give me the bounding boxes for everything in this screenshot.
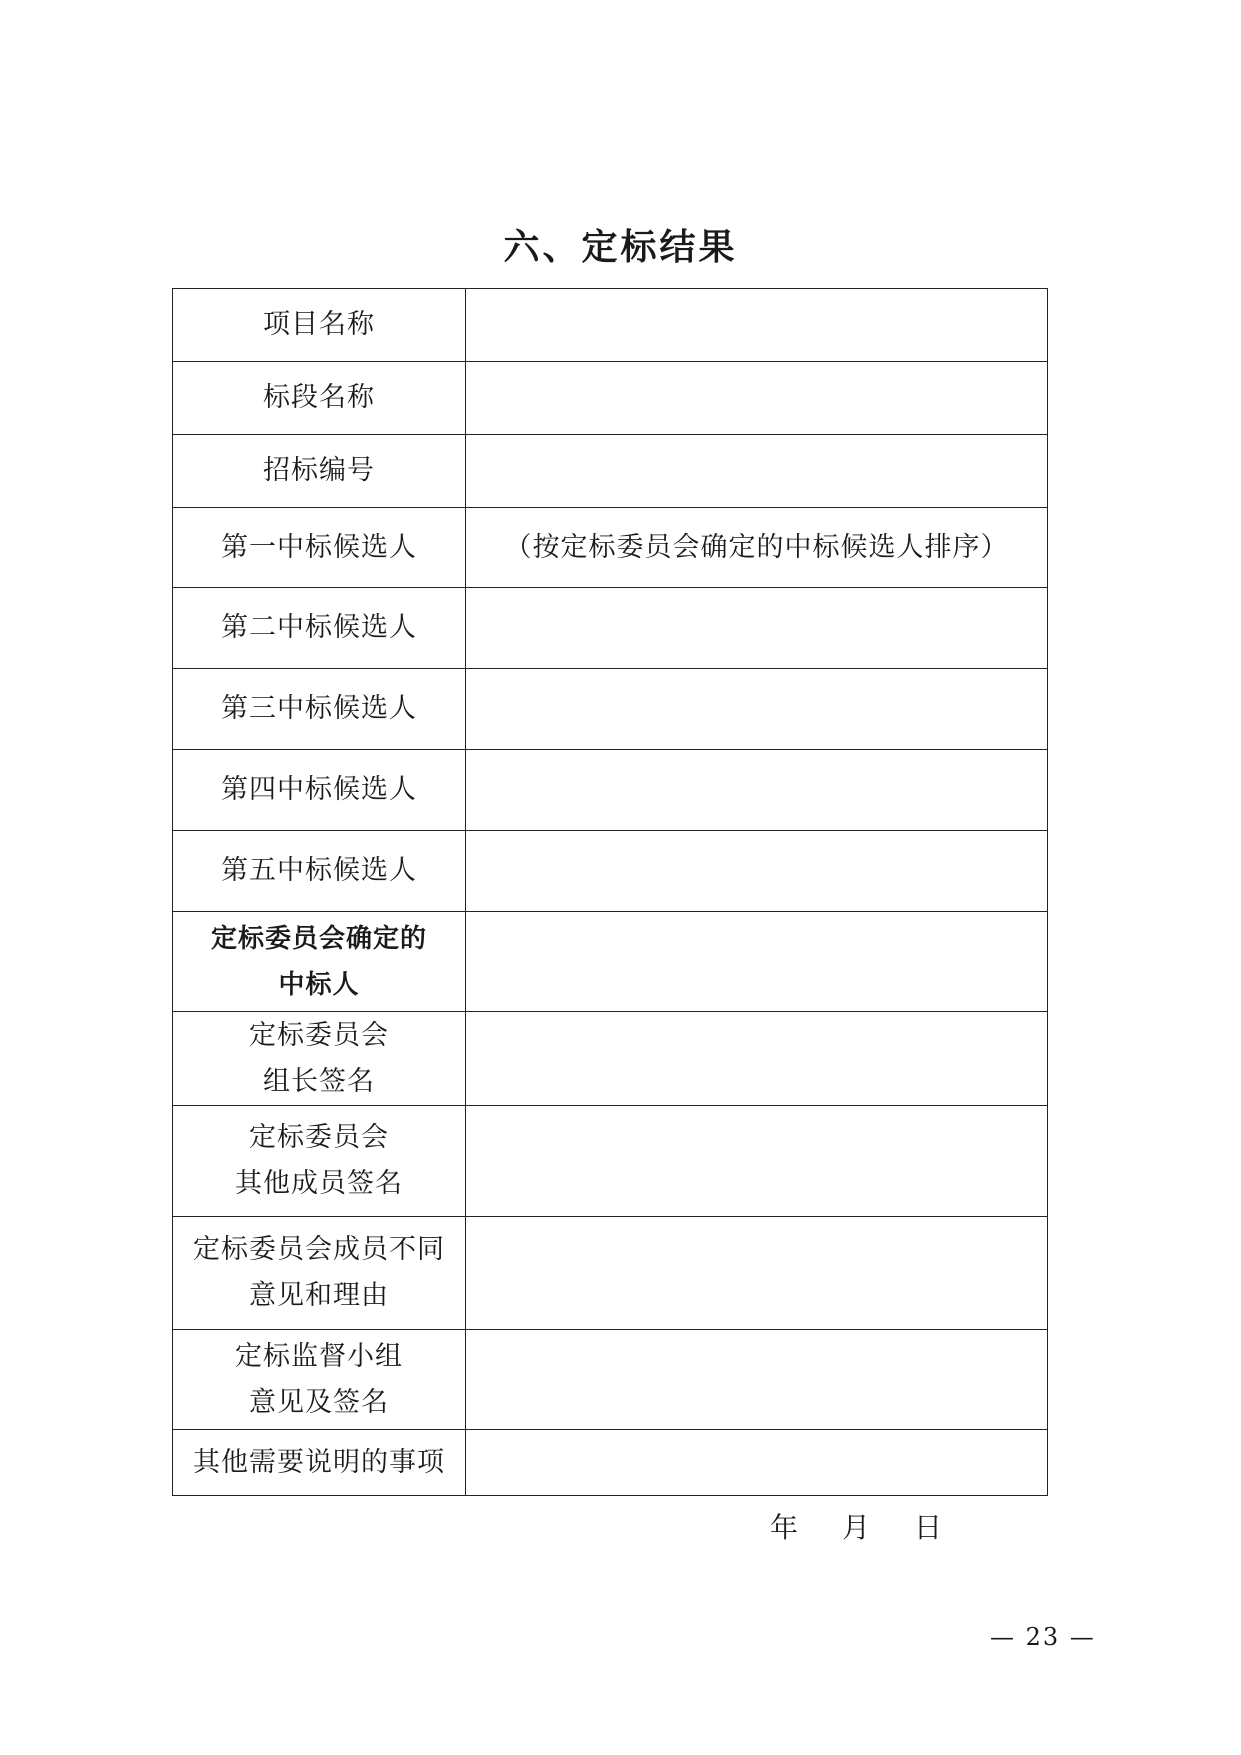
second-candidate-field[interactable] [466, 588, 1048, 669]
supervision-label-line1: 定标监督小组 [235, 1340, 403, 1372]
winning-bidder-field[interactable] [466, 912, 1048, 1012]
second-candidate-label: 第二中标候选人 [173, 588, 466, 669]
supervision-field[interactable] [466, 1330, 1048, 1430]
third-candidate-label: 第三中标候选人 [173, 669, 466, 750]
leader-signature-field[interactable] [466, 1012, 1048, 1106]
dissent-field[interactable] [466, 1217, 1048, 1330]
first-candidate-field[interactable]: （按定标委员会确定的中标候选人排序） [466, 508, 1048, 588]
first-candidate-label: 第一中标候选人 [173, 508, 466, 588]
supervision-label-line2: 意见及签名 [249, 1386, 389, 1418]
fifth-candidate-label: 第五中标候选人 [173, 831, 466, 912]
fifth-candidate-field[interactable] [466, 831, 1048, 912]
members-signature-label [173, 1106, 466, 1217]
table-row [173, 1106, 1048, 1217]
table-row [173, 508, 1048, 588]
table-row [173, 912, 1048, 1012]
date-month: 月 [842, 1511, 871, 1544]
table-row [173, 1217, 1048, 1330]
members-signature-label-line2: 其他成员签名 [235, 1168, 403, 1199]
section-name-label: 标段名称 [173, 362, 466, 435]
award-result-table [172, 288, 1048, 1496]
leader-signature-label [173, 1012, 466, 1106]
winning-bidder-label-line1: 定标委员会确定的 [210, 923, 427, 954]
project-name-label: 项目名称 [173, 289, 466, 362]
tender-number-field[interactable] [466, 435, 1048, 508]
third-candidate-field[interactable] [466, 669, 1048, 750]
table-row [173, 831, 1048, 912]
date-line [770, 1510, 942, 1546]
table-row [173, 1430, 1048, 1496]
date-year: 年 [770, 1511, 799, 1544]
table-row [173, 435, 1048, 508]
fourth-candidate-field[interactable] [466, 750, 1048, 831]
table-row [173, 362, 1048, 435]
section-name-field[interactable] [466, 362, 1048, 435]
other-matters-label: 其他需要说明的事项 [173, 1430, 466, 1496]
table-row [173, 289, 1048, 362]
project-name-field[interactable] [466, 289, 1048, 362]
winning-bidder-label-line2: 中标人 [278, 969, 360, 1000]
dissent-label [173, 1217, 466, 1330]
leader-signature-label-line1: 定标委员会 [249, 1019, 389, 1051]
table-row [173, 750, 1048, 831]
winning-bidder-label [173, 912, 466, 1012]
table-row [173, 1330, 1048, 1430]
dissent-label-line2: 意见和理由 [249, 1280, 389, 1311]
table-row [173, 669, 1048, 750]
date-day: 日 [914, 1511, 943, 1544]
supervision-label [173, 1330, 466, 1430]
table-row [173, 1012, 1048, 1106]
page-number: — 23 — [990, 1623, 1096, 1651]
dissent-label-line1: 定标委员会成员不同 [193, 1234, 445, 1265]
leader-signature-label-line2: 组长签名 [263, 1065, 375, 1097]
members-signature-label-line1: 定标委员会 [249, 1122, 389, 1153]
members-signature-field[interactable] [466, 1106, 1048, 1217]
fourth-candidate-label: 第四中标候选人 [173, 750, 466, 831]
table-row [173, 588, 1048, 669]
page-title: 六、定标结果 [503, 227, 738, 268]
other-matters-field[interactable] [466, 1430, 1048, 1496]
tender-number-label: 招标编号 [173, 435, 466, 508]
